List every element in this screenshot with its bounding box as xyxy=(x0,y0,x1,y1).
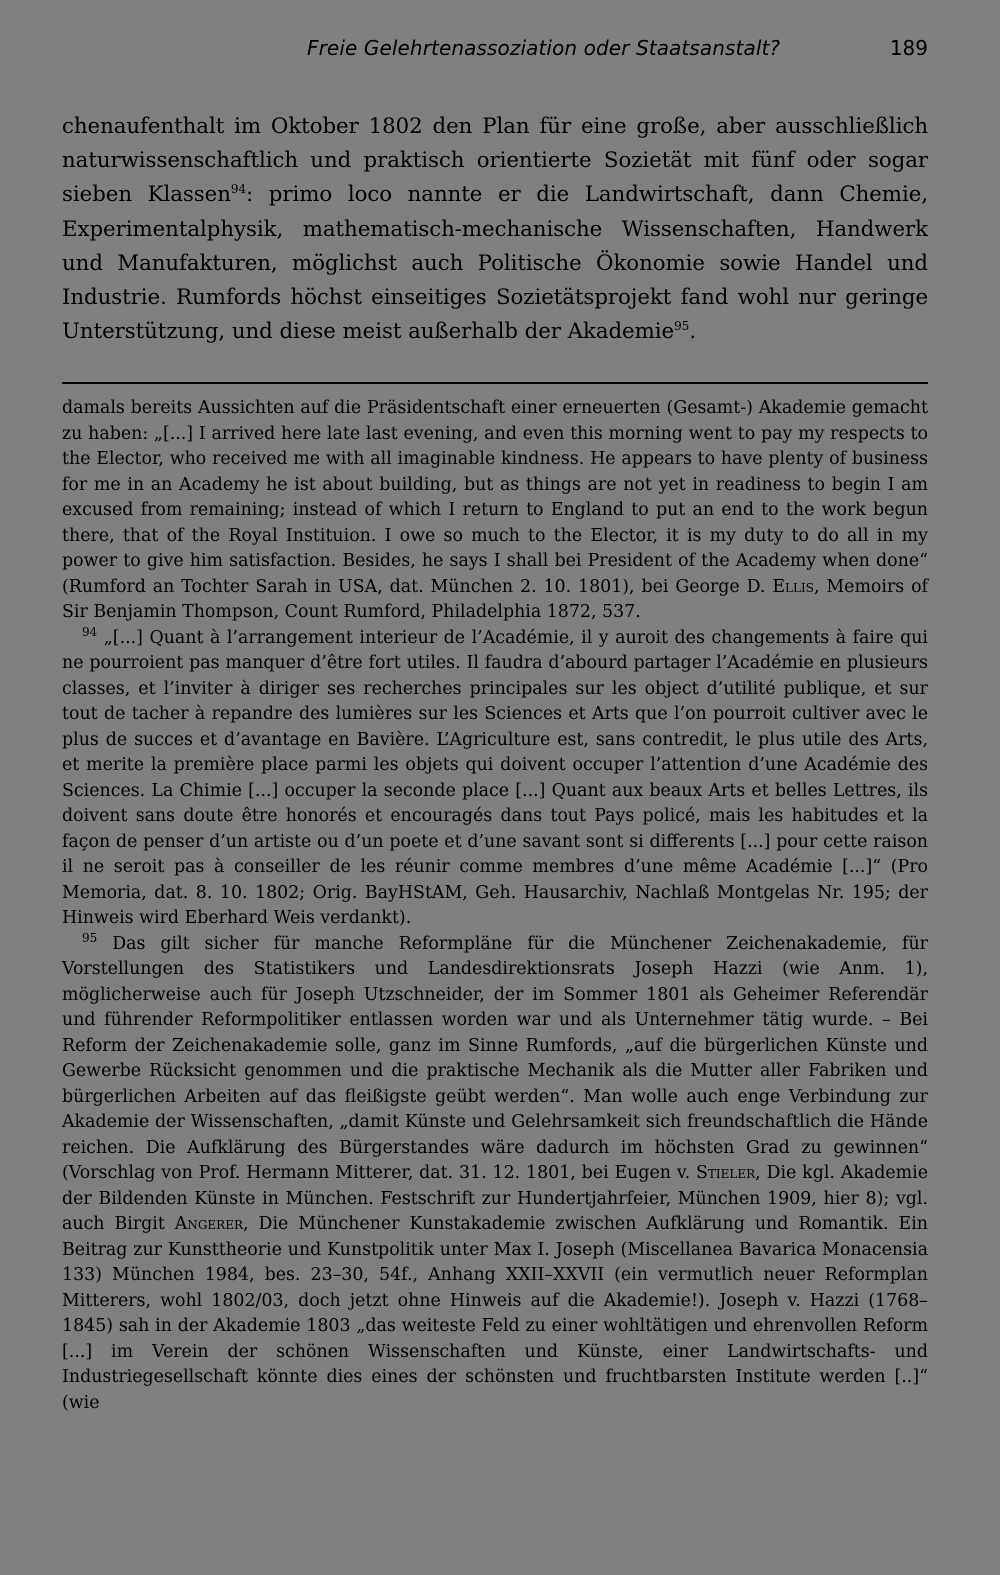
book-page xyxy=(62,32,928,1416)
main-body-text xyxy=(62,110,928,349)
page-number: 189 xyxy=(889,36,928,60)
body-paragraph xyxy=(62,110,928,349)
author-name-smallcaps: Angerer xyxy=(174,1214,244,1235)
footnote-text: „[...] Quant à l’arrangement interieur de l’Académie, il y auroit des changements à faire qui ne pourroient pas manquer d’être fort utiles. Il faudra d’abourd partager l’Académie en plusieurs classes, et l’inviter à diriger ses recherches principales sur les object d’utilité publique, et sur tout de tacher à repandre des lumières sur les Sciences et Arts que l’on pourroit cultiver avec le plus de succes et d’avantage en Bavière. L’Agriculture est, sans contredit, le plus utile des Arts, et merite la première place parmi les objets qui doivent occuper l’attention d’une Académie des Sciences. La Chimie [...] occuper la seconde place [...] Quant aux beaux Arts et belles Lettres, ils doivent sans doute être honorés et encouragés dans tout Pays policé, mais les habitudes et la façon de penser d’un artiste ou d’un poete et d’une savant sont si differents [...] pour cette raison il ne seroit pas à conseiller de les réunir comme membres d’une même Académie [...]“ (Pro Memoria, dat. 8. 10. 1802; Orig. BayHStAM, Geh. Hausarchiv, Nachlaß Montgelas Nr. 195; der Hinweis wird Eberhard Weis verdankt). xyxy=(62,627,928,929)
footnote-text: , Die Münchener Kunstakademie zwischen Aufklärung und Romantik. Ein Beitrag zur Kunsttheorie und Kunstpolitik unter Max I. Joseph (Miscellanea Bavarica Monacensia 133) München 1984, bes. 23–30, 54f., Anhang XXII–XXVII (ein vermutlich neuer Reformplan Mitterers, wohl 1802/03, doch jetzt ohne Hinweis auf die Akademie!). Joseph v. Hazzi (1768–1845) sah in der Akademie 1803 „das weiteste Feld zu einer wohltätigen und ehrenvollen Reform [...] im Verein der schönen Wissenschaften und Künste, einer Landwirtschafts- und Industriegesellschaft könnte dies eines der schönsten und fruchtbarsten Institute werden [..]“ (wie xyxy=(62,1214,928,1413)
footnote-text: damals bereits Aussichten auf die Präsidentschaft einer erneuerten (Gesamt-) Akademie gemacht zu haben: „[...] I arrived here late last evening, and even this morning went to pay my respects to the Elector, who received me with all imaginable kindness. He appears to have plenty of business for me in an Academy he ist about building, but as things are not yet in readiness to begin I am excused from remaining; instead of which I return to England to put an end to the work begun there, that of the Royal Instituion. I owe so much to the Elector, it is my duty to do all in my power to give him satisfaction. Besides, he says I shall bei President of the Academy when done“ (Rumford an Tochter Sarah in USA, dat. München 2. 10. 1801), bei George D. xyxy=(62,398,928,597)
footnote-continuation xyxy=(62,396,928,626)
footnotes-area xyxy=(62,396,928,1416)
footnote-text: , Memoirs of Sir Benjamin Thompson, Count Rumford, Philadelphia 1872, 537. xyxy=(62,576,928,623)
footnote-text: , Die kgl. Akademie der Bildenden Künste in München. Festschrift zur Hundertjahrfeier, München 1909, hier 8); vgl. auch Birgit xyxy=(62,1163,929,1235)
running-head xyxy=(62,32,928,72)
author-name-smallcaps: Stieler xyxy=(695,1163,756,1184)
footnote-text: Das gilt sicher für manche Reformpläne für die Münchener Zeichenakademie, für Vorstellungen des Statistikers und Landesdirektionsrats Joseph Hazzi (wie Anm. 1), möglicherweise auch für Joseph Utzschneider, der im Sommer 1801 als Geheimer Referendär und führender Reformpolitiker entlassen worden war und als Unternehmer tätig wurde. – Bei Reform der Zeichenakademie solle, ganz im Sinne Rumfords, „auf die bürgerlichen Künste und Gewerbe Rücksicht genommen und die praktische Mechanik als die Mutter aller Fabriken und bürgerlichen Arbeiten auf das fleißigste geübt werden“. Man wolle auch enge Verbindung zur Akademie der Wissenschaften, „damit Künste und Gelehrsamkeit sich freundschaftlich die Hände reichen. Die Aufklärung des Bürgerstandes wäre dadurch im höchsten Grad zu gewinnen“ (Vorschlag von Prof. Hermann Mitterer, dat. 31. 12. 1801, bei Eugen v. xyxy=(62,933,928,1184)
body-text-segment: . xyxy=(689,319,696,345)
footnote-separator-rule xyxy=(62,382,928,384)
running-head-title: Freie Gelehrtenassoziation oder Staatsanstalt? xyxy=(307,36,781,60)
footnote-ref-95: 95 xyxy=(674,319,690,334)
footnote-number: 94 xyxy=(82,625,98,640)
author-name-smallcaps: Ellis xyxy=(772,576,814,597)
footnote-number: 95 xyxy=(82,931,98,946)
footnote-94 xyxy=(62,626,928,932)
footnote-ref-94: 94 xyxy=(230,182,247,197)
body-text-segment: chenaufenthalt im Oktober 1802 den Plan für eine große, aber ausschließlich naturwissenschaftlich und praktisch orientierte Sozietät mit fünf oder sogar sieben Klassen xyxy=(62,114,928,208)
body-text-segment: : primo loco nannte er die Landwirtschaft, dann Chemie, Experimentalphysik, mathematisch-mechanische Wissenschaften, Handwerk und Manufakturen, möglichst auch Politische Ökonomie sowie Handel und Industrie. Rumfords höchst einseitiges Sozietätsprojekt fand wohl nur geringe Unterstützung, und diese meist außerhalb der Akademie xyxy=(62,182,928,345)
footnote-95 xyxy=(62,932,928,1417)
